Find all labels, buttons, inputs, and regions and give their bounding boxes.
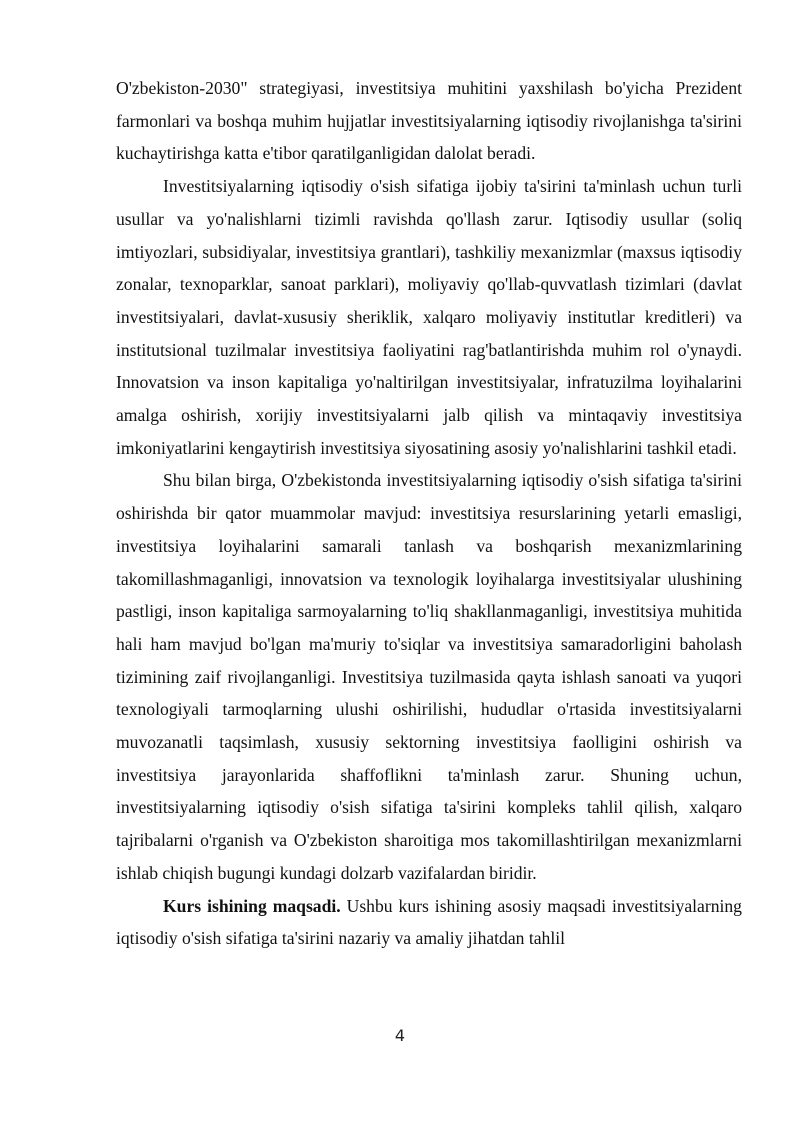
paragraph-continuation (116, 72, 742, 170)
page-number: 4 (394, 1026, 406, 1045)
paragraph-text: Investitsiyalarning iqtisodiy o'sish sifatiga ijobiy ta'sirini ta'minlash uchun turli usullar va yo'nalishlarni tizimli ravishda qo'llash zarur. Iqtisodiy usullar (soliq imtiyozlari, subsidiyalar, investitsiya grantlari), tashkiliy mexanizmlar (maxsus iqtisodiy zonalar, texnoparklar, sanoat parklari), moliyaviy qo'llab-quvvatlash tizimlari (davlat investitsiyalari, davlat-xususiy sheriklik, xalqaro moliyaviy institutlar kreditleri) va institutsional tuzilmalar investitsiya faoliyatini rag'batlantirishda muhim rol o'ynaydi. Innovatsion va inson kapitaliga yo'naltirilgan investitsiyalar, infratuzilma loyihalarini amalga oshirish, xorijiy investitsiyalarni jalb qilish va mintaqaviy investitsiya imkoniyatlarini kengaytirish investitsiya siyosatining asosiy yo'nalishlarini tashkil etadi. (116, 176, 742, 458)
document-body (116, 72, 742, 955)
paragraph-text: Shu bilan birga, O'zbekistonda investitsiyalarning iqtisodiy o'sish sifatiga ta'sirini oshirishda bir qator muammolar mavjud: investitsiya resurslarining yetarli emasligi, investitsiya loyihalarini samarali tanlash va boshqarish mexanizmlarining takomillashmaganligi, innovatsion va texnologik loyihalarga investitsiyalar ulushining pastligi, inson kapitaliga sarmoyalarning to'liq shakllanmaganligi, investitsiya muhitida hali ham mavjud bo'lgan ma'muriy to'siqlar va investitsiya samaradorligini baholash tizimining zaif rivojlanganligi. Investitsiya tuzilmasida qayta ishlash sanoati va yuqori texnologiyali tarmoqlarning ulushi oshirilishi, hududlar o'rtasida investitsiyalarni muvozanatli taqsimlash, xususiy sektorning investitsiya faolligini oshirish va investitsiya jarayonlarida shaffoflikni ta'minlash zarur. Shuning uchun, investitsiyalarning iqtisodiy o'sish sifatiga ta'sirini kompleks tahlil qilish, xalqaro tajribalarni o'rganish va O'zbekiston sharoitiga mos takomillashtirilgan mexanizmlarni ishlab chiqish bugungi kundagi dolzarb vazifalardan biridir. (116, 470, 742, 883)
paragraph-problems (116, 464, 742, 889)
paragraph-course-goal (116, 890, 742, 955)
section-heading-course-goal: Kurs ishining maqsadi. (163, 895, 341, 916)
paragraph-text: Ushbu kurs ishining asosiy maqsadi investitsiyalarning iqtisodiy o'sish sifatiga ta'sirini nazariy va amaliy jihatdan tahlil (116, 895, 742, 949)
paragraph-investment-methods (116, 170, 742, 464)
paragraph-text: O'zbekiston-2030" strategiyasi, investitsiya muhitini yaxshilash bo'yicha Prezident farmonlari va boshqa muhim hujjatlar investitsiyalarning iqtisodiy rivojlanishga ta'sirini kuchaytirishga katta e'tibor qaratilganligidan dalolat beradi. (116, 78, 742, 164)
